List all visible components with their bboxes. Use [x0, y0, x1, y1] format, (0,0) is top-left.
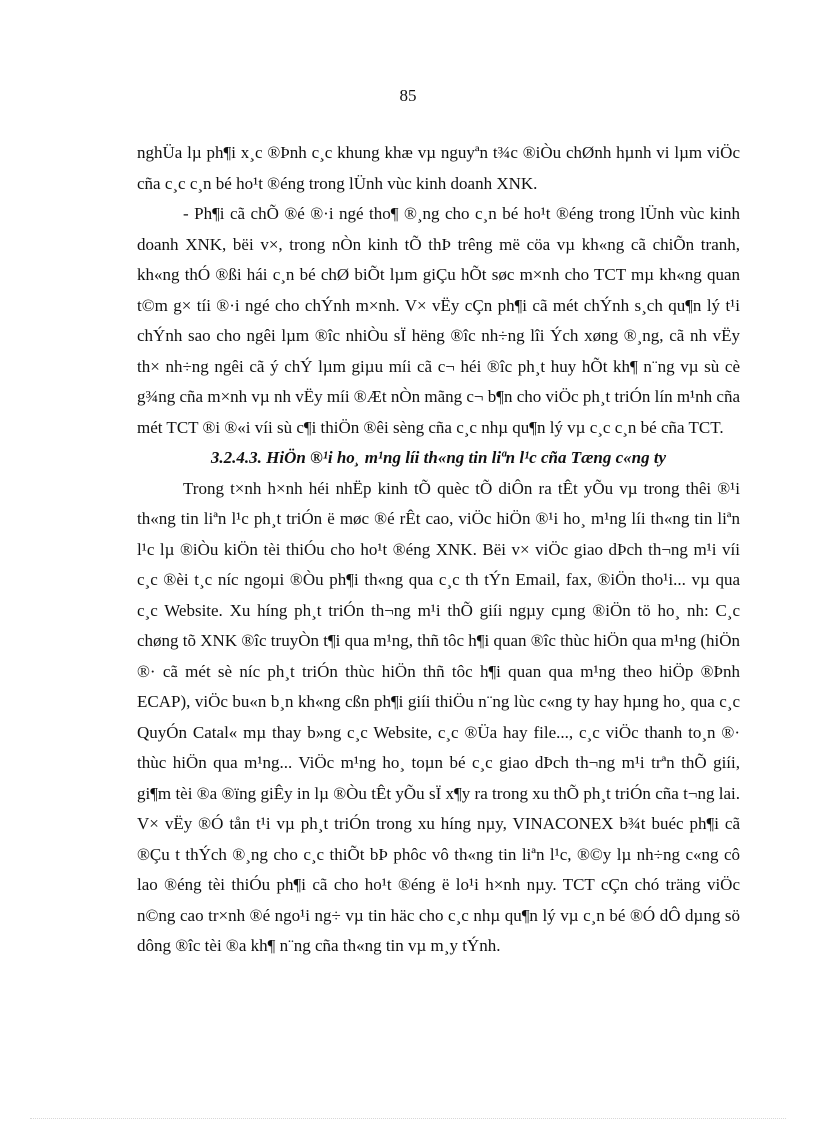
section-heading: 3.2.4.3. HiÖn ®¹i ho¸ m¹ng líi th«ng tin liªn l¹c cña Tæng c«ng ty [210, 448, 667, 467]
document-body [137, 138, 740, 962]
paragraph-remuneration: - Ph¶i cã chÕ ®é ®·i ngé tho¶ ®¸ng cho c¸n bé ho¹t ®éng trong lÜnh vùc kinh doanh XNK, bëi v×, trong nÒn kinh tÕ thÞ trêng më cöa vµ kh«ng cã chiÕn tranh, kh«ng thÓ ®ßi hái c¸n bé chØ biÕt lµm giÇu hÕt søc m×nh cho TCT mµ kh«ng quan t©m g× tíi ®·i ngé cho chÝnh m×nh. V× vËy cÇn ph¶i cã mét chÝnh s¸ch qu¶n lý t¹i chÝnh sao cho ngêi lµm ®îc nhiÒu sÏ hëng ®îc nh÷ng lîi Ých xøng ®¸ng, cã nh vËy th× nh÷ng ngêi cã ý chÝ lµm giµu míi cã c¬ héi ®îc ph¸t huy hÕt kh¶ n¨ng vµ sù cè g¾ng cña m×nh vµ nh vËy míi ®Æt nÒn mãng c¬ b¶n cho viÖc ph¸t triÓn lín m¹nh cña mét TCT ®i ®«i víi sù c¶i thiÖn ®êi sèng cña c¸c nhµ qu¶n lý vµ c¸c c¸n bé cña TCT. [137, 204, 740, 437]
paragraph-continuation: nghÜa lµ ph¶i x¸c ®Þnh c¸c khung khæ vµ nguyªn t¾c ®iÒu chØnh hµnh vi lµm viÖc cña c¸c c¸n bé ho¹t ®éng trong lÜnh vùc kinh doanh XNK. [137, 143, 740, 193]
bottom-divider [30, 1118, 786, 1119]
paragraph-network: Trong t×nh h×nh héi nhËp kinh tÕ quèc tÕ diÔn ra tÊt yÕu vµ trong thêi ®¹i th«ng tin liªn l¹c ph¸t triÓn ë møc ®é rÊt cao, viÖc hiÖn ®¹i ho¸ m¹ng líi th«ng tin liªn l¹c lµ ®iÒu kiÖn tèi thiÓu cho ho¹t ®éng XNK. Bëi v× viÖc giao dÞch th¬ng m¹i víi c¸c ®èi t¸c níc ngoµi ®Òu ph¶i th«ng qua c¸c th tÝn Email, fax, ®iÖn tho¹i... vµ qua c¸c Website. Xu híng ph¸t triÓn th¬ng m¹i thÕ giíi ngµy cµng ®iÖn tö ho¸ nh: C¸c chøng tõ XNK ®îc truyÒn t¶i qua m¹ng, thñ tôc h¶i quan ®îc thùc hiÖn qua m¹ng (hiÖn ®· cã mét sè níc ph¸t triÓn thùc hiÖn thñ tôc h¶i quan qua m¹ng theo hiÖp ®Þnh ECAP), viÖc bu«n b¸n kh«ng cßn ph¶i giíi thiÖu n¨ng lùc c«ng ty hay hµng ho¸ qua c¸c QuyÓn Catal« mµ thay b»ng c¸c Website, c¸c ®Üa hay file..., c¸c viÖc thanh to¸n ®· thùc hiÖn qua m¹ng... ViÖc m¹ng ho¸ toµn bé c¸c giao dÞch th¬ng m¹i trªn thÕ giíi, gi¶m tèi ®a ®ïng giÊy in lµ ®Òu tÊt yÕu sÏ x¶y ra trong xu thÕ ph¸t triÓn cña t¬ng lai. V× vËy ®Ó tån t¹i vµ ph¸t triÓn trong xu híng nµy, VINACONEX b¾t buéc ph¶i cã ®Çu t thÝch ®¸ng cho c¸c thiÕt bÞ phôc vô th«ng tin liªn l¹c, ®©y lµ nh÷ng c«ng cô lao ®éng tèi thiÓu ph¶i cã cho ho¹t ®éng ë lo¹i h×nh nµy. TCT cÇn chó träng viÖc n©ng cao tr×nh ®é ngo¹i ng÷ vµ tin häc cho c¸c nhµ qu¶n lý vµ c¸n bé ®Ó dÔ dµng sö dông ®îc tèi ®a kh¶ n¨ng cña th«ng tin vµ m¸y tÝnh. [137, 478, 740, 955]
page-number: 85 [399, 86, 417, 105]
